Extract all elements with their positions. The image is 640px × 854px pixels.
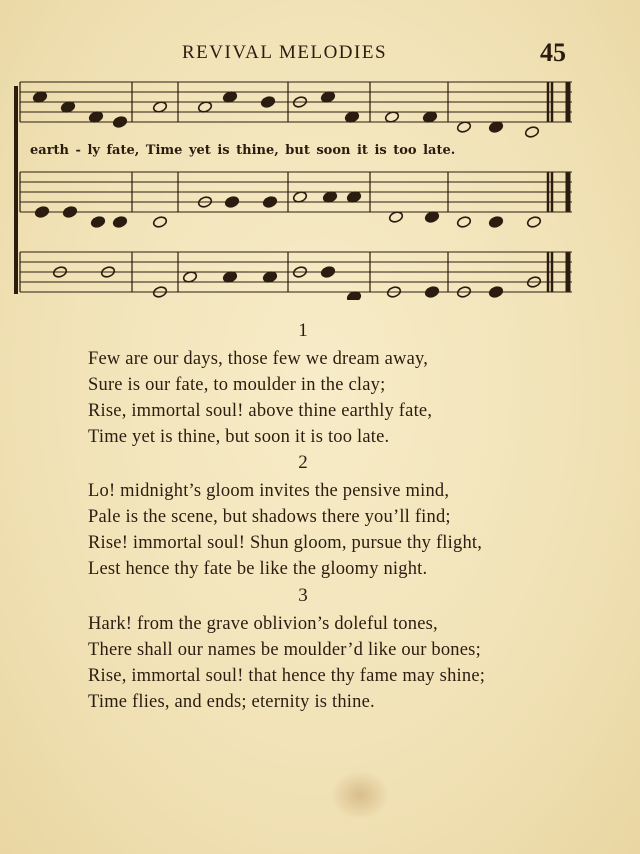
verse-line: Time flies, and ends; eternity is thine. <box>88 692 375 712</box>
verse-line: Hark! from the grave oblivion’s doleful tones, <box>88 614 438 634</box>
verse <box>88 452 588 582</box>
verse-line: Time yet is thine, but soon it is too late. <box>88 427 390 447</box>
note-head <box>34 206 49 219</box>
running-title: REVIVAL MELODIES <box>182 42 388 63</box>
note-head <box>152 216 167 229</box>
verse-line: There shall our names be moulder’d like our bones; <box>88 640 481 660</box>
verse-number: 3 <box>298 585 308 606</box>
verse-line: Lo! midnight’s gloom invites the pensive mind, <box>88 481 450 501</box>
verse-line: Pale is the scene, but shadows there you’ll find; <box>88 507 451 527</box>
verse <box>88 585 588 715</box>
score-lyric-line: earth - ly fate, Time yet is thine, but soon it is too late. <box>30 143 456 158</box>
note-head <box>112 216 127 229</box>
verse-line: Sure is our fate, to moulder in the clay; <box>88 375 386 395</box>
paper-stain <box>330 770 390 820</box>
note-head <box>260 96 275 109</box>
note-head <box>456 216 471 229</box>
staves <box>20 82 572 292</box>
verse-number: 2 <box>298 452 308 473</box>
note-head <box>262 196 277 209</box>
note-head <box>62 206 77 219</box>
system-bracket <box>14 86 18 294</box>
note-head <box>90 216 105 229</box>
note-head <box>112 116 127 129</box>
note-head <box>488 286 503 299</box>
music-score <box>0 70 640 300</box>
note-head <box>526 216 541 229</box>
verse-line: Few are our days, those few we dream away, <box>88 349 429 369</box>
note-head <box>488 216 503 229</box>
note-head <box>224 196 239 209</box>
note-head <box>424 286 439 299</box>
verse-number: 1 <box>298 320 308 341</box>
page-header <box>0 38 640 72</box>
note-head <box>524 126 539 139</box>
note-head <box>320 266 335 279</box>
verse-line: Rise! immortal soul! Shun gloom, pursue thy flight, <box>88 533 483 553</box>
verse-line: Lest hence thy fate be like the gloomy night. <box>88 559 428 579</box>
verse-line: Rise, immortal soul! that hence thy fame may shine; <box>88 666 486 686</box>
verse <box>88 320 588 450</box>
verse-line: Rise, immortal soul! above thine earthly fate, <box>88 401 433 421</box>
page-number: 45 <box>540 38 566 67</box>
